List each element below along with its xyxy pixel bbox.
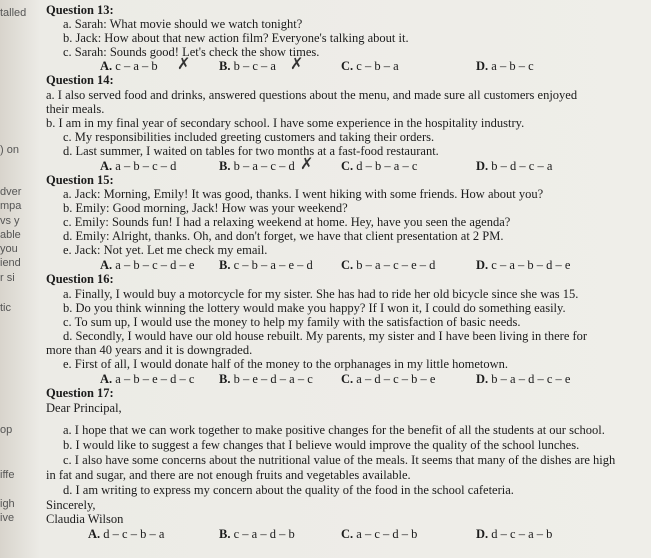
question-16-title: Question 16:	[46, 272, 114, 286]
question-15-line: b. Emily: Good morning, Jack! How was your weekend?	[63, 201, 348, 215]
question-14-title: Question 14:	[46, 73, 114, 87]
question-13-line: a. Sarah: What movie should we watch tonight?	[63, 17, 303, 31]
margin-fragment: iffe	[0, 469, 15, 481]
q13-option-a[interactable]: A. c – a – b	[100, 59, 158, 73]
question-16-line: b. Do you think winning the lottery would make you happy? If I won it, I could do something easily.	[63, 301, 566, 315]
question-13-title: Question 13:	[46, 3, 114, 17]
q15-option-c[interactable]: C. b – a – c – e – d	[341, 258, 436, 272]
q15-option-a[interactable]: A. a – b – c – d – e	[100, 258, 195, 272]
question-15-line: d. Emily: Alright, thanks. Oh, and don't forget, we have that client presentation at 2 PM.	[63, 229, 504, 243]
question-15-line: e. Jack: Not yet. Let me check my email.	[63, 243, 268, 257]
question-15-title: Question 15:	[46, 173, 114, 187]
question-17-line: c. I also have some concerns about the nutritional value of the meals. It seems that many of the dishes are high	[63, 453, 616, 467]
question-14-line: c. My responsibilities included greeting customers and taking their orders.	[63, 130, 435, 144]
margin-fragment: r si	[0, 272, 15, 284]
q14-option-b[interactable]: B. b – a – c – d	[219, 159, 295, 173]
question-17-line: b. I would like to suggest a few changes that I believe would improve the quality of the school lunches.	[63, 438, 580, 452]
question-14-line: b. I am in my final year of secondary school. I have some experience in the hospitality industry.	[46, 116, 525, 130]
margin-fragment: mpa	[0, 200, 22, 212]
question-15-line: c. Emily: Sounds fun! I had a relaxing weekend at home. Hey, have you seen the agenda?	[63, 215, 511, 229]
question-16-line: a. Finally, I would buy a motorcycle for my sister. She has had to ride her old bicycle since she was 15.	[63, 287, 579, 301]
q14-option-a[interactable]: A. a – b – c – d	[100, 159, 177, 173]
question-17-title: Question 17:	[46, 386, 114, 400]
cross-mark-icon: ✗	[300, 156, 314, 173]
question-16-line: e. First of all, I would donate half of the money to the orphanages in my little hometown.	[63, 357, 509, 371]
q13-option-c[interactable]: C. c – b – a	[341, 59, 399, 73]
margin-fragment: able	[0, 229, 21, 241]
q14-option-d[interactable]: D. b – d – c – a	[476, 159, 553, 173]
question-13-line: c. Sarah: Sounds good! Let's check the show times.	[63, 45, 320, 59]
margin-fragment: iend	[0, 257, 21, 269]
question-14-line: a. I also served food and drinks, answered questions about the menu, and made sure all customers enjoyed	[46, 88, 578, 102]
q16-option-c[interactable]: C. a – d – c – b – e	[341, 372, 436, 386]
margin-fragment: tic	[0, 302, 11, 314]
margin-fragment: talled	[0, 7, 27, 19]
question-17-line: a. I hope that we can work together to make positive changes for the benefit of all the students at our school.	[63, 423, 605, 437]
question-14-line: d. Last summer, I waited on tables for two months at a fast-food restaurant.	[63, 144, 439, 158]
question-14-line: their meals.	[46, 102, 105, 116]
q16-option-d[interactable]: D. b – a – d – c – e	[476, 372, 571, 386]
q17-option-c[interactable]: C. a – c – d – b	[341, 527, 418, 541]
margin-fragment: ) on	[0, 144, 19, 156]
q17-option-b[interactable]: B. c – a – d – b	[219, 527, 295, 541]
question-13-line: b. Jack: How about that new action film? Everyone's talking about it.	[63, 31, 409, 45]
margin-fragment: ive	[0, 512, 15, 524]
question-16-line: d. Secondly, I would have our old house rebuilt. My parents, my sister and I have been living in there for	[63, 329, 588, 343]
letter-signature: Claudia Wilson	[46, 512, 124, 526]
letter-salutation: Dear Principal,	[46, 401, 122, 415]
cross-mark-icon: ✗	[290, 56, 304, 73]
margin-fragment: igh	[0, 498, 15, 510]
margin-fragment: dver	[0, 186, 22, 198]
q15-option-b[interactable]: B. c – b – a – e – d	[219, 258, 313, 272]
margin-fragment: vs y	[0, 215, 20, 227]
q15-option-d[interactable]: D. c – a – b – d – e	[476, 258, 571, 272]
q17-option-d[interactable]: D. d – c – a – b	[476, 527, 553, 541]
q13-option-d[interactable]: D. a – b – c	[476, 59, 534, 73]
question-16-line: c. To sum up, I would use the money to help my family with the satisfaction of basic needs.	[63, 315, 521, 329]
question-15-line: a. Jack: Morning, Emily! It was good, thanks. I went hiking with some friends. How about you?	[63, 187, 544, 201]
cross-mark-icon: ✗	[177, 56, 191, 73]
question-17-line: d. I am writing to express my concern about the quality of the food in the school cafeteria.	[63, 483, 514, 497]
q16-option-b[interactable]: B. b – e – d – a – c	[219, 372, 313, 386]
margin-fragment: op	[0, 424, 13, 436]
margin-fragment: you	[0, 243, 18, 255]
q17-option-a[interactable]: A. d – c – b – a	[88, 527, 165, 541]
q13-option-b[interactable]: B. b – c – a	[219, 59, 276, 73]
letter-closing: Sincerely,	[46, 498, 96, 512]
q14-option-c[interactable]: C. d – b – a – c	[341, 159, 418, 173]
q16-option-a[interactable]: A. a – b – e – d – c	[100, 372, 195, 386]
question-17-line: in fat and sugar, and there are not enough fruits and vegetables available.	[46, 468, 411, 482]
question-16-line: more than 40 years and it is downgraded.	[46, 343, 253, 357]
